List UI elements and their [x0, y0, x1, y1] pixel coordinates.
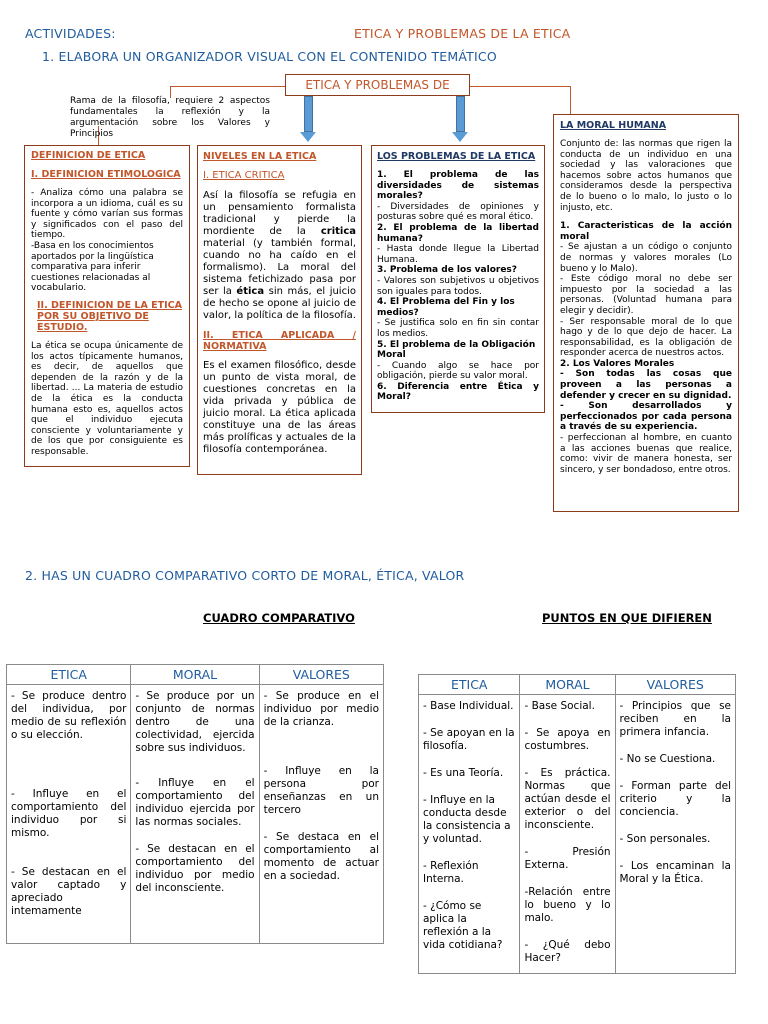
cell-text: - Los encaminan la Moral y la Ética. [619, 860, 731, 885]
moral-humana-box [553, 114, 739, 512]
activities-label: ACTIVIDADES: [25, 26, 116, 41]
cell-valores [615, 695, 735, 974]
problem-4-text: - Se justifica solo en fin sin contar los medios. [377, 318, 539, 339]
problem-5-text: - Cuando algo se hace por obligación, pierde su valor moral. [377, 360, 539, 382]
moral-c3: - Ser responsable moral de lo que hago y de lo que dejo de hacer. La responsabilidad, es la obligación de responder acerca de nuestros actos. [560, 316, 732, 359]
cell-text: - Se apoyan en la filosofía. [423, 727, 515, 752]
table-header-row [419, 675, 736, 695]
table-row [7, 685, 384, 944]
problem-1: 1. El problema de las diversidades de sistemas morales? [377, 170, 539, 202]
arrow-down-icon [304, 96, 313, 132]
definicion-sub2: II. DEFINICION DE LA ETICA POR SU OBJETIVO DE ESTUDIO. [37, 299, 182, 333]
cell-text: - Se destaca en el comportamiento al momento de actuar en a sociedad. [263, 831, 379, 882]
moral-c1: - Se ajustan a un código o conjunto de normas y valores morales (Lo bueno y lo Malo). [560, 242, 732, 274]
cell-text: - Base Social. [524, 700, 595, 712]
problem-6: 6. Diferencia entre Ética y Moral? [377, 381, 539, 403]
definicion-title: DEFINICION DE ETICA [31, 150, 146, 161]
task-2-heading: 2. HAS UN CUADRO COMPARATIVO CORTO DE MORAL, ÉTICA, VALOR [25, 568, 465, 583]
niveles-sub2: II. ETICA APLICADA / NORMATIVA [203, 330, 356, 352]
col-header-etica: ETICA [7, 665, 131, 685]
connector-line [470, 86, 570, 87]
definicion-p3: La ética se ocupa únicamente de los actos típicamente humanos, es decir, de aquellos que dependen de la razón y de la libertad. ... La materia de estudio de la ética es la conducta humana esto es, aquellos actos que el individuo ejecuta consciente y voluntariamente y de los que por consiguiente es responsable. [31, 340, 183, 457]
problem-2: 2. El problema de la libertad humana? [377, 222, 539, 244]
cell-text: - Se produce en el individuo por medio de la crianza. [263, 690, 379, 728]
cell-text: - Son personales. [619, 833, 711, 845]
moral-v1: - Son todas las cosas que proveen a las personas a defender y crecer en su dignidad. [560, 369, 732, 401]
cell-text: - Se produce por un conjunto de normas dentro de una colectividad, ejercida sobre sus individuos. [135, 690, 255, 754]
cell-text: - Reflexión Interna. [423, 860, 479, 885]
moral-h1: 1. Caracteristicas de la acción moral [560, 221, 732, 242]
problem-2-text: - Hasta donde llegue la Libertad Humana. [377, 244, 539, 265]
niveles-p1-text: Así la filosofía se refugia en un pensamiento formalista tradicional y pierde la mordiente de la [203, 190, 356, 237]
problem-3: 3. Problema de los valores? [377, 265, 518, 276]
arrow-head-icon [452, 132, 468, 142]
col-header-valores: VALORES [615, 675, 735, 695]
connector-line [570, 86, 571, 116]
definicion-sub1: I. DEFINICION ETIMOLOGICA [31, 169, 181, 180]
organizer-center-title [285, 74, 470, 96]
moral-c2: - Este código moral no debe ser impuesto por la sociedad a las personas. (Voluntad humana para elegir y decidir). [560, 274, 732, 316]
cell-text: - Es una Teoría. [423, 767, 504, 779]
cuadro-comparativo-title: CUADRO COMPARATIVO [203, 611, 355, 625]
niveles-p1-text: material (y también formal, cuando no ha caído en el formalismo). La moral del sistema fetichizado pasa por ser la [203, 238, 356, 297]
comparison-table [6, 664, 384, 944]
problem-4: 4. El Problema del Fin y los medios? [377, 297, 515, 318]
problemas-title: LOS PROBLEMAS DE LA ETICA [377, 151, 536, 162]
center-title-text: ETICA Y PROBLEMAS DE [305, 78, 450, 92]
cell-text: - ¿Qué debo Hacer? [524, 939, 611, 964]
col-header-valores: VALORES [259, 665, 383, 685]
col-header-moral: MORAL [520, 675, 615, 695]
cell-valores [259, 685, 383, 944]
cell-text: - No se Cuestiona. [619, 753, 716, 765]
table-row [419, 695, 736, 974]
niveles-sub1: I. ETICA CRITICA [203, 170, 285, 181]
organizer-intro: Rama de la filosofía, requiere 2 aspectos fundamentales la reflexión y la argumentación sobre los Valores y Principios [70, 96, 270, 139]
connector-line [170, 86, 285, 87]
col-header-moral: MORAL [131, 665, 259, 685]
moral-v2: - Son desarrollados y perfeccionados por cada persona a través de su experiencia. [560, 401, 732, 433]
moral-h2: 2. Los Valores Morales [560, 358, 675, 369]
moral-v3: - perfeccionan al hombre, en cuanto a las acciones buenas que realice, como: vivir de manera honesta, ser sincero, y ser bondadoso, entre otros. [560, 433, 732, 475]
col-header-etica: ETICA [419, 675, 520, 695]
niveles-p1 [203, 190, 356, 322]
niveles-p1-text: sin más, el juicio de hecho se opone al juicio de valor, la política de la filosofía. [203, 286, 356, 321]
task-1-heading: 1. ELABORA UN ORGANIZADOR VISUAL CON EL CONTENIDO TEMÁTICO [42, 49, 497, 64]
cell-text: - Influye en el comportamiento del individuo por si mismo. [11, 788, 127, 839]
cell-text: - ¿Cómo se aplica la reflexión a la vida cotidiana? [423, 900, 503, 951]
moral-p1: Conjunto de: las normas que rigen la conducta de un individuo en una sociedad y las valoraciones que hacemos sobre actos humanos que consideramos desde la perspectiva de lo bueno o lo malo, lo justo o lo injusto, etc. [560, 139, 732, 213]
differences-table [418, 674, 736, 974]
definicion-p1: - Analiza cómo una palabra se incorpora a un idioma, cuál es su fuente y cómo varían sus formas y significados con el paso del tiempo. [31, 188, 183, 241]
cell-text: - Base Individual. [423, 700, 514, 712]
cell-moral [520, 695, 615, 974]
cell-etica [419, 695, 520, 974]
definicion-box [24, 145, 190, 467]
problem-5: 5. El problema de la Obligación Moral [377, 339, 536, 361]
niveles-p1-bold: ética [236, 286, 265, 297]
cell-text: - Se produce dentro del individua, por medio de su reflexión o su elección. [11, 690, 127, 741]
cell-text: - Forman parte del criterio y la conciencia. [619, 780, 731, 818]
niveles-box [197, 145, 362, 475]
moral-title: LA MORAL HUMANA [560, 120, 667, 131]
topic-title: ETICA Y PROBLEMAS DE LA ETICA [354, 26, 571, 41]
cell-text: - Principios que se reciben en la primera infancia. [619, 700, 731, 738]
puntos-difieren-title: PUNTOS EN QUE DIFIEREN [542, 611, 712, 625]
cell-text: - Influye en el comportamiento del individuo ejercida por las normas sociales. [135, 777, 255, 828]
niveles-p2: Es el examen filosófico, desde un punto de vista moral, de cuestiones concretas en la vida privada y pública de juicio moral. La ética aplicada constituye una de las áreas más prolíficas y actuales de la filosofía contemporánea. [203, 360, 356, 455]
cell-text: -Relación entre lo bueno y lo malo. [524, 886, 611, 924]
niveles-title: NIVELES EN LA ETICA [203, 151, 317, 162]
problemas-box [371, 145, 545, 413]
table-header-row [7, 665, 384, 685]
niveles-p1-bold: critica [320, 226, 356, 237]
cell-text: - Presión Externa. [524, 846, 611, 871]
problem-1-text: - Diversidades de opiniones y posturas sobre qué es moral ético. [377, 201, 539, 223]
cell-text: - Se destacan en el comportamiento del individuo por medio del inconsciente. [135, 843, 255, 894]
definicion-p2: -Basa en los conocimientos aportados por la lingüística comparativa para inferir cuestiones relacionadas al vocabulario. [31, 240, 154, 294]
cell-text: - Influye en la conducta desde la consistencia a y voluntad. [423, 794, 511, 845]
cell-text: - Se apoya en costumbres. [524, 727, 611, 752]
problem-3-text: - Valores son subjetivos u objetivos son iguales para todos. [377, 275, 539, 297]
cell-text: - Es práctica. Normas que actúan desde el exterior o del inconsciente. [524, 767, 611, 831]
arrow-head-icon [300, 132, 316, 142]
cell-text: - Influye en la persona por enseñanzas en un tercero [263, 765, 379, 816]
cell-text: - Se destacan en el valor captado y apreciado intemamente [11, 866, 127, 917]
cell-moral [131, 685, 259, 944]
cell-etica [7, 685, 131, 944]
arrow-down-icon [456, 96, 465, 132]
